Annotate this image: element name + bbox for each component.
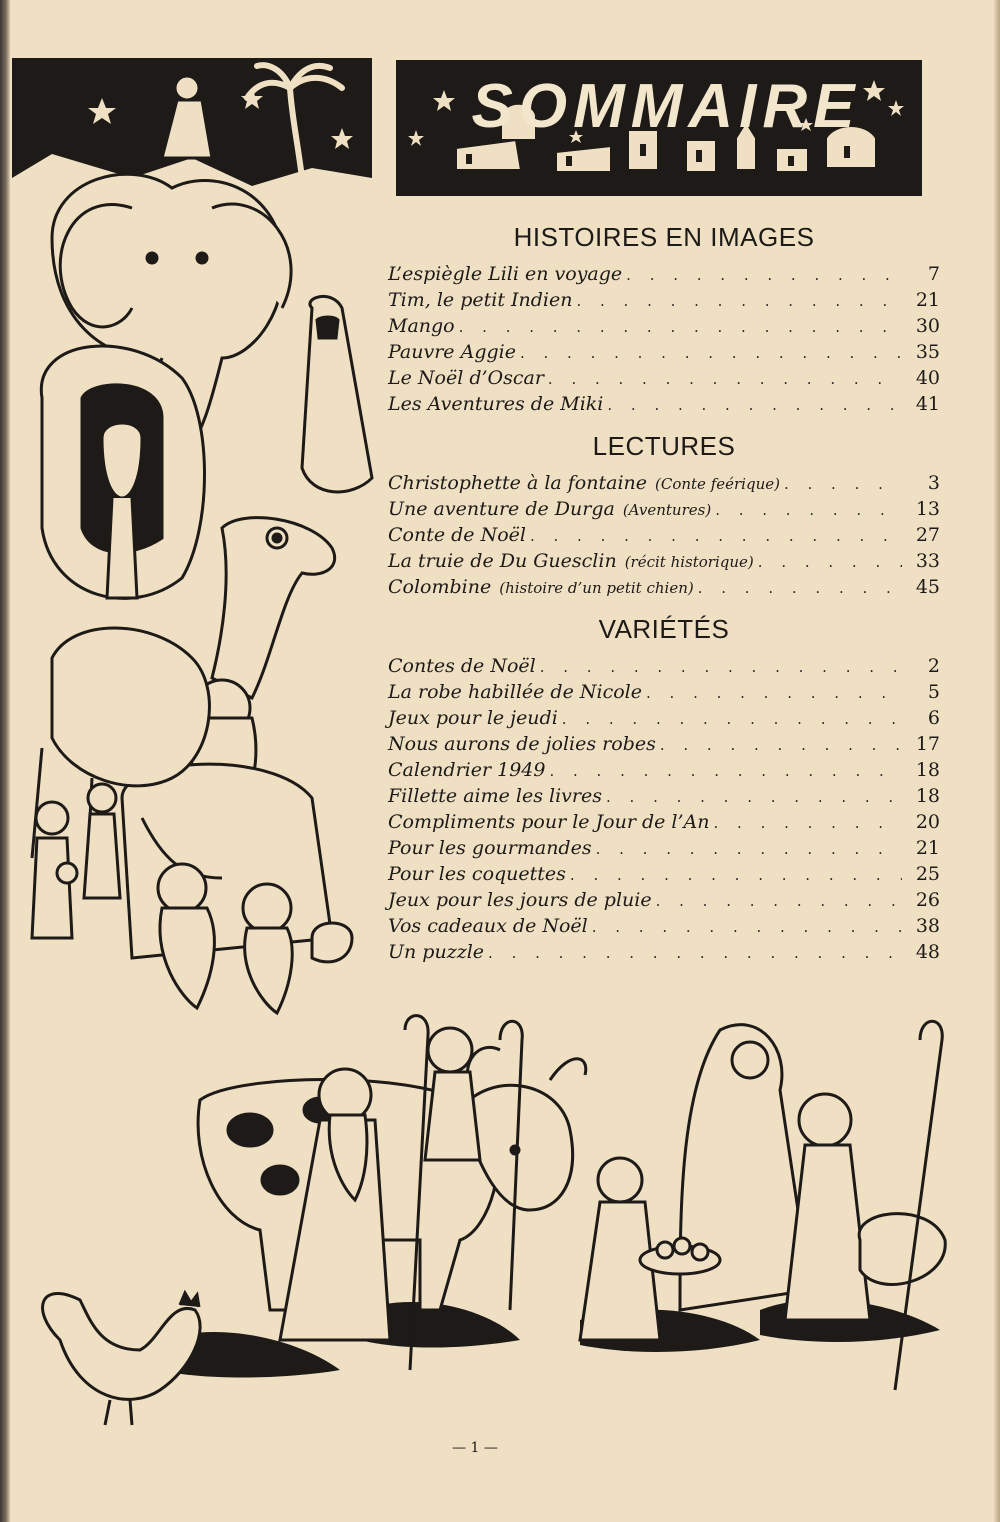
toc-entry[interactable] bbox=[388, 705, 940, 731]
toc-entry[interactable] bbox=[388, 809, 940, 835]
toc-entry[interactable] bbox=[388, 939, 940, 965]
entry-page: 21 bbox=[915, 837, 940, 859]
dot-leader bbox=[576, 288, 902, 314]
table-of-contents bbox=[388, 222, 940, 979]
section-varietes bbox=[388, 614, 940, 965]
entry-title: Pour les gourmandes bbox=[388, 837, 592, 859]
entry-page: 48 bbox=[915, 941, 940, 963]
entry-page: 7 bbox=[927, 263, 940, 285]
dot-leader bbox=[784, 471, 902, 497]
entry-title: Pour les coquettes bbox=[388, 863, 566, 885]
entry-page: 25 bbox=[915, 863, 940, 885]
section-title: VARIÉTÉS bbox=[598, 614, 730, 644]
entry-page: 5 bbox=[927, 681, 940, 703]
toc-entry[interactable] bbox=[388, 339, 940, 365]
entry-title: Colombine bbox=[388, 576, 492, 598]
entry-page: 3 bbox=[927, 472, 940, 494]
entry-title: Pauvre Aggie bbox=[388, 341, 516, 363]
toc-entry[interactable] bbox=[388, 365, 940, 391]
toc-entry[interactable] bbox=[388, 574, 940, 600]
dot-leader bbox=[540, 654, 902, 680]
entry-title: Christophette à la fontaine bbox=[388, 472, 647, 494]
dot-leader bbox=[714, 810, 903, 836]
entry-page: 18 bbox=[915, 759, 940, 781]
toc-entry[interactable] bbox=[388, 783, 940, 809]
toc-entry[interactable] bbox=[388, 913, 940, 939]
entry-title: Tim, le petit Indien bbox=[388, 289, 573, 311]
section-lectures bbox=[388, 431, 940, 600]
entry-title: Conte de Noël bbox=[388, 524, 526, 546]
entry-page: 45 bbox=[915, 576, 940, 598]
page-right-edge bbox=[994, 0, 1000, 1522]
entry-page: 41 bbox=[915, 393, 940, 415]
dot-leader bbox=[592, 914, 902, 940]
entry-page: 20 bbox=[915, 811, 940, 833]
dot-leader bbox=[562, 706, 902, 732]
entry-page: 13 bbox=[915, 498, 940, 520]
entry-title: Fillette aime les livres bbox=[388, 785, 602, 807]
entry-page: 40 bbox=[915, 367, 940, 389]
dot-leader bbox=[520, 340, 902, 366]
dot-leader bbox=[715, 497, 902, 523]
entry-title: Calendrier 1949 bbox=[388, 759, 546, 781]
dot-leader bbox=[570, 862, 902, 888]
toc-entry[interactable] bbox=[388, 313, 940, 339]
nativity-illustration bbox=[160, 1010, 950, 1430]
entry-page: 26 bbox=[915, 889, 940, 911]
entry-title: Vos cadeaux de Noël bbox=[388, 915, 588, 937]
dot-leader bbox=[646, 680, 902, 706]
toc-entry[interactable] bbox=[388, 887, 940, 913]
dot-leader bbox=[459, 314, 902, 340]
entry-page: 2 bbox=[927, 655, 940, 677]
entry-page: 33 bbox=[915, 550, 940, 572]
entry-note: (Conte feérique) bbox=[655, 475, 780, 493]
entry-title: Jeux pour les jours de pluie bbox=[388, 889, 652, 911]
entry-title: L’espiègle Lili en voyage bbox=[388, 263, 623, 285]
entry-title: Nous aurons de jolies robes bbox=[388, 733, 656, 755]
toc-entry[interactable] bbox=[388, 653, 940, 679]
entry-title: Mango bbox=[388, 315, 455, 337]
entry-page: 38 bbox=[915, 915, 940, 937]
toc-entry[interactable] bbox=[388, 835, 940, 861]
entry-page: 6 bbox=[927, 707, 940, 729]
entry-title: Jeux pour le jeudi bbox=[388, 707, 558, 729]
page-title: SOMMAIRE bbox=[471, 72, 861, 141]
sommaire-banner bbox=[396, 60, 922, 196]
dot-leader bbox=[530, 523, 902, 549]
entry-note: (récit historique) bbox=[624, 553, 754, 571]
toc-entry[interactable] bbox=[388, 496, 940, 522]
entry-page: 27 bbox=[915, 524, 940, 546]
dot-leader bbox=[698, 575, 902, 601]
entry-page: 18 bbox=[915, 785, 940, 807]
dot-leader bbox=[607, 392, 902, 418]
entry-title: Une aventure de Durga bbox=[388, 498, 615, 520]
dot-leader bbox=[626, 262, 902, 288]
entry-title: La robe habillée de Nicole bbox=[388, 681, 642, 703]
section-title: HISTOIRES EN IMAGES bbox=[513, 222, 815, 252]
entry-note: (histoire d’un petit chien) bbox=[499, 579, 694, 597]
procession-illustration bbox=[12, 58, 382, 1018]
dot-leader bbox=[758, 549, 902, 575]
entry-page: 21 bbox=[915, 289, 940, 311]
entry-title: Compliments pour le Jour de l’An bbox=[388, 811, 710, 833]
toc-entry[interactable] bbox=[388, 391, 940, 417]
entry-title: Un puzzle bbox=[388, 941, 485, 963]
dot-leader bbox=[606, 784, 902, 810]
entry-page: 30 bbox=[915, 315, 940, 337]
section-title: LECTURES bbox=[592, 431, 736, 461]
toc-entry[interactable] bbox=[388, 861, 940, 887]
toc-entry[interactable] bbox=[388, 287, 940, 313]
dot-leader bbox=[660, 732, 902, 758]
rooster-illustration bbox=[20, 1280, 210, 1430]
toc-entry[interactable] bbox=[388, 261, 940, 287]
toc-entry[interactable] bbox=[388, 548, 940, 574]
dot-leader bbox=[596, 836, 902, 862]
toc-entry[interactable] bbox=[388, 522, 940, 548]
entry-title: Contes de Noël bbox=[388, 655, 536, 677]
dot-leader bbox=[548, 366, 902, 392]
entry-page: 17 bbox=[915, 733, 940, 755]
entry-page: 35 bbox=[915, 341, 940, 363]
toc-entry[interactable] bbox=[388, 757, 940, 783]
section-histoires-en-images bbox=[388, 222, 940, 417]
dot-leader bbox=[488, 940, 902, 966]
entry-title: Les Aventures de Miki bbox=[388, 393, 604, 415]
page-binding-edge bbox=[0, 0, 10, 1522]
entry-note: (Aventures) bbox=[622, 501, 712, 519]
entry-title: Le Noël d’Oscar bbox=[388, 367, 544, 389]
dot-leader bbox=[549, 758, 902, 784]
page-number: — 1 — bbox=[452, 1440, 498, 1456]
toc-entry[interactable] bbox=[388, 470, 940, 496]
entry-title: La truie de Du Guesclin bbox=[388, 550, 617, 572]
toc-entry[interactable] bbox=[388, 731, 940, 757]
toc-entry[interactable] bbox=[388, 679, 940, 705]
dot-leader bbox=[656, 888, 902, 914]
